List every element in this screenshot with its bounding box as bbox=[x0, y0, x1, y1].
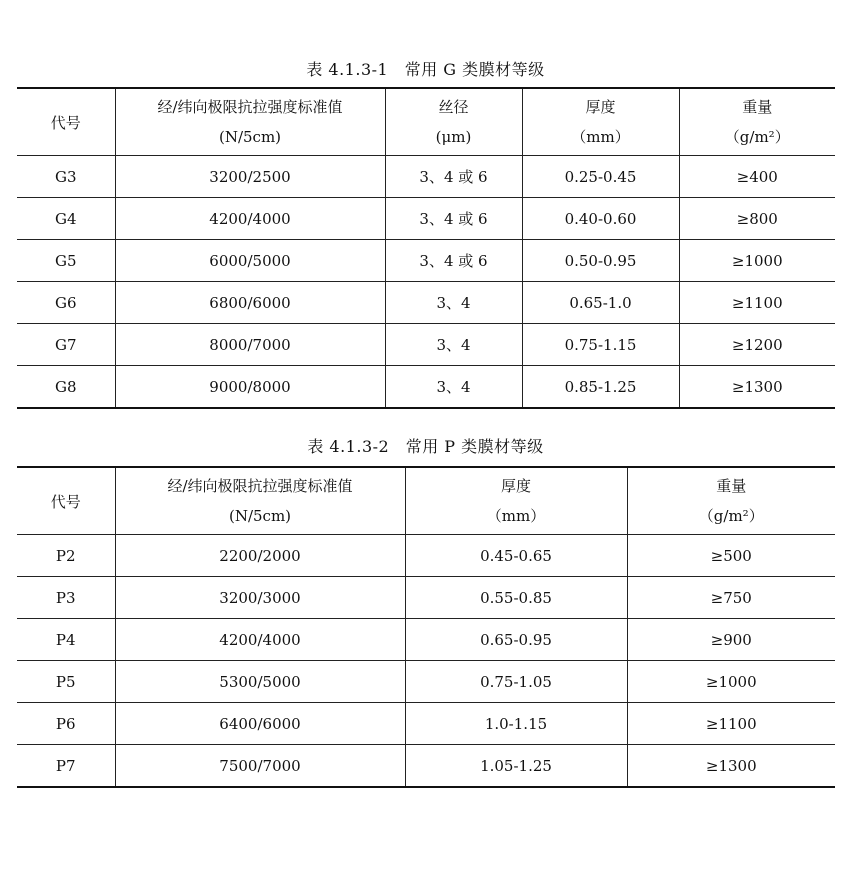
table-1-caption: 表 4.1.3-1 常用 G 类膜材等级 bbox=[306, 60, 545, 79]
cell-thickness: 0.85-1.25 bbox=[522, 366, 679, 409]
header-strength-unit: (N/5cm) bbox=[228, 507, 292, 525]
cell-thickness: 0.65-0.95 bbox=[405, 619, 627, 661]
header-weight-unit: （g/m²） bbox=[698, 507, 764, 525]
cell-strength: 6400/6000 bbox=[115, 703, 405, 745]
cell-strength: 2200/2000 bbox=[115, 535, 405, 577]
table-row bbox=[17, 577, 835, 619]
cell-strength: 4200/4000 bbox=[115, 619, 405, 661]
table-row bbox=[17, 535, 835, 577]
cell-strength: 5300/5000 bbox=[115, 661, 405, 703]
header-thickness-label: 厚度 bbox=[585, 98, 616, 116]
cell-thickness: 0.75-1.15 bbox=[522, 324, 679, 366]
table-row bbox=[17, 324, 835, 366]
cell-weight: ≥900 bbox=[627, 619, 835, 661]
cell-yarn: 3、4 或 6 bbox=[385, 156, 522, 198]
cell-weight: ≥1100 bbox=[627, 703, 835, 745]
cell-thickness: 1.0-1.15 bbox=[405, 703, 627, 745]
p-class-membrane-table bbox=[17, 466, 835, 788]
cell-strength: 6800/6000 bbox=[115, 282, 385, 324]
cell-strength: 6000/5000 bbox=[115, 240, 385, 282]
cell-thickness: 0.75-1.05 bbox=[405, 661, 627, 703]
cell-code: P6 bbox=[17, 703, 115, 745]
cell-weight: ≥1000 bbox=[679, 240, 835, 282]
header-thickness bbox=[522, 88, 679, 156]
table-row bbox=[17, 745, 835, 788]
header-weight-label: 重量 bbox=[716, 477, 747, 495]
cell-code: P5 bbox=[17, 661, 115, 703]
header-code bbox=[17, 467, 115, 535]
cell-code: P3 bbox=[17, 577, 115, 619]
cell-weight: ≥1300 bbox=[627, 745, 835, 788]
table-row bbox=[17, 703, 835, 745]
table-header-row bbox=[17, 88, 835, 156]
header-thickness-label: 厚度 bbox=[500, 477, 531, 495]
header-strength-label: 经/纬向极限抗拉强度标准值 bbox=[157, 98, 343, 116]
cell-yarn: 3、4 bbox=[385, 324, 522, 366]
cell-code: P7 bbox=[17, 745, 115, 788]
header-strength bbox=[115, 88, 385, 156]
table-row bbox=[17, 282, 835, 324]
cell-weight: ≥800 bbox=[679, 198, 835, 240]
table-row bbox=[17, 366, 835, 409]
cell-yarn: 3、4 bbox=[385, 366, 522, 409]
cell-code: G5 bbox=[17, 240, 115, 282]
cell-code: G6 bbox=[17, 282, 115, 324]
cell-code: G7 bbox=[17, 324, 115, 366]
header-weight-unit: （g/m²） bbox=[724, 128, 790, 146]
table-row bbox=[17, 156, 835, 198]
header-thickness-unit: （mm） bbox=[486, 507, 546, 525]
cell-thickness: 0.40-0.60 bbox=[522, 198, 679, 240]
header-strength-label: 经/纬向极限抗拉强度标准值 bbox=[167, 477, 353, 495]
header-yarn-unit: (μm) bbox=[435, 128, 472, 146]
cell-strength: 7500/7000 bbox=[115, 745, 405, 788]
cell-thickness: 0.55-0.85 bbox=[405, 577, 627, 619]
header-strength bbox=[115, 467, 405, 535]
g-class-membrane-table bbox=[17, 87, 835, 409]
header-code bbox=[17, 88, 115, 156]
cell-thickness: 1.05-1.25 bbox=[405, 745, 627, 788]
table-row bbox=[17, 240, 835, 282]
cell-thickness: 0.50-0.95 bbox=[522, 240, 679, 282]
cell-weight: ≥1200 bbox=[679, 324, 835, 366]
cell-strength: 3200/2500 bbox=[115, 156, 385, 198]
table-header-row bbox=[17, 467, 835, 535]
table-row bbox=[17, 619, 835, 661]
header-code-label: 代号 bbox=[50, 492, 81, 511]
header-weight-label: 重量 bbox=[742, 98, 773, 116]
cell-strength: 3200/3000 bbox=[115, 577, 405, 619]
cell-thickness: 0.45-0.65 bbox=[405, 535, 627, 577]
header-strength-unit: (N/5cm) bbox=[218, 128, 282, 146]
cell-weight: ≥500 bbox=[627, 535, 835, 577]
cell-code: G4 bbox=[17, 198, 115, 240]
cell-thickness: 0.25-0.45 bbox=[522, 156, 679, 198]
cell-weight: ≥750 bbox=[627, 577, 835, 619]
cell-yarn: 3、4 或 6 bbox=[385, 198, 522, 240]
table-2-caption: 表 4.1.3-2 常用 P 类膜材等级 bbox=[307, 437, 544, 456]
header-thickness bbox=[405, 467, 627, 535]
header-code-label: 代号 bbox=[50, 113, 81, 132]
cell-strength: 8000/7000 bbox=[115, 324, 385, 366]
header-weight bbox=[627, 467, 835, 535]
cell-strength: 4200/4000 bbox=[115, 198, 385, 240]
table-row bbox=[17, 198, 835, 240]
cell-code: G8 bbox=[17, 366, 115, 409]
cell-weight: ≥1000 bbox=[627, 661, 835, 703]
header-thickness-unit: （mm） bbox=[571, 128, 630, 146]
cell-code: P4 bbox=[17, 619, 115, 661]
cell-strength: 9000/8000 bbox=[115, 366, 385, 409]
cell-code: P2 bbox=[17, 535, 115, 577]
cell-yarn: 3、4 bbox=[385, 282, 522, 324]
cell-weight: ≥400 bbox=[679, 156, 835, 198]
header-yarn bbox=[385, 88, 522, 156]
cell-yarn: 3、4 或 6 bbox=[385, 240, 522, 282]
cell-weight: ≥1100 bbox=[679, 282, 835, 324]
cell-weight: ≥1300 bbox=[679, 366, 835, 409]
cell-thickness: 0.65-1.0 bbox=[522, 282, 679, 324]
header-yarn-label: 丝径 bbox=[438, 98, 469, 116]
header-weight bbox=[679, 88, 835, 156]
table-row bbox=[17, 661, 835, 703]
cell-code: G3 bbox=[17, 156, 115, 198]
